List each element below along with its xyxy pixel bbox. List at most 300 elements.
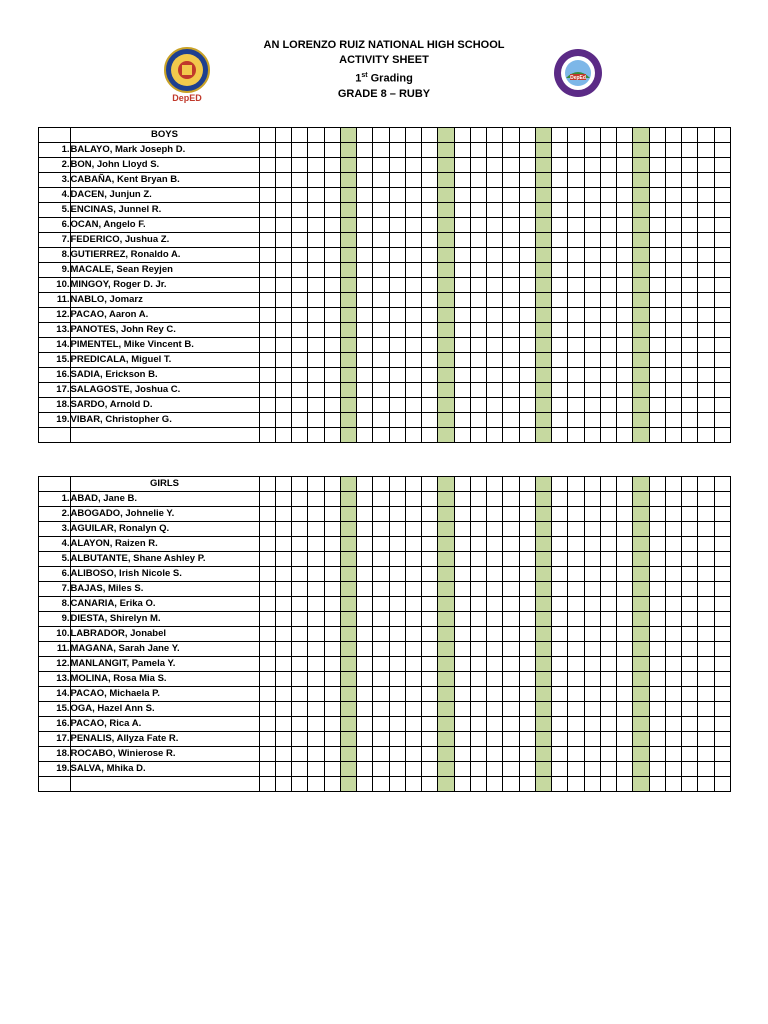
score-cell[interactable]	[308, 383, 324, 398]
score-cell[interactable]	[470, 263, 486, 278]
score-cell[interactable]	[584, 218, 600, 233]
score-cell[interactable]	[454, 428, 470, 443]
score-cell[interactable]	[535, 762, 551, 777]
score-cell[interactable]	[568, 687, 584, 702]
score-cell[interactable]	[552, 203, 568, 218]
score-cell[interactable]	[292, 248, 308, 263]
score-cell[interactable]	[470, 203, 486, 218]
score-cell[interactable]	[308, 702, 324, 717]
score-cell[interactable]	[617, 173, 633, 188]
score-cell[interactable]	[357, 567, 373, 582]
score-cell[interactable]	[357, 203, 373, 218]
score-cell[interactable]	[422, 158, 438, 173]
score-cell[interactable]	[503, 413, 519, 428]
score-cell[interactable]	[259, 582, 275, 597]
score-cell[interactable]	[600, 492, 616, 507]
score-cell[interactable]	[698, 308, 714, 323]
score-cell[interactable]	[698, 747, 714, 762]
score-cell[interactable]	[275, 747, 291, 762]
score-cell[interactable]	[454, 507, 470, 522]
score-cell[interactable]	[422, 747, 438, 762]
score-cell[interactable]	[633, 203, 649, 218]
score-cell[interactable]	[584, 383, 600, 398]
score-cell[interactable]	[438, 278, 454, 293]
score-cell[interactable]	[292, 353, 308, 368]
score-cell[interactable]	[698, 233, 714, 248]
score-cell[interactable]	[617, 687, 633, 702]
score-cell[interactable]	[649, 717, 665, 732]
score-cell[interactable]	[275, 492, 291, 507]
score-cell[interactable]	[308, 537, 324, 552]
score-cell[interactable]	[275, 188, 291, 203]
score-cell[interactable]	[259, 233, 275, 248]
score-cell[interactable]	[535, 492, 551, 507]
score-cell[interactable]	[649, 383, 665, 398]
score-cell[interactable]	[373, 173, 389, 188]
score-cell[interactable]	[470, 398, 486, 413]
score-cell[interactable]	[665, 657, 681, 672]
score-cell[interactable]	[275, 338, 291, 353]
score-cell[interactable]	[373, 642, 389, 657]
score-cell[interactable]	[324, 492, 340, 507]
score-cell[interactable]	[649, 657, 665, 672]
score-cell[interactable]	[535, 522, 551, 537]
score-cell[interactable]	[568, 353, 584, 368]
score-cell[interactable]	[357, 338, 373, 353]
score-cell[interactable]	[617, 582, 633, 597]
score-cell[interactable]	[665, 777, 681, 792]
score-cell[interactable]	[519, 338, 535, 353]
score-cell[interactable]	[665, 218, 681, 233]
score-cell[interactable]	[308, 567, 324, 582]
score-cell[interactable]	[535, 777, 551, 792]
score-cell[interactable]	[503, 597, 519, 612]
score-cell[interactable]	[519, 353, 535, 368]
score-cell[interactable]	[698, 627, 714, 642]
score-cell[interactable]	[568, 308, 584, 323]
score-cell[interactable]	[324, 158, 340, 173]
score-cell[interactable]	[600, 777, 616, 792]
score-cell[interactable]	[519, 702, 535, 717]
score-cell[interactable]	[422, 353, 438, 368]
score-cell[interactable]	[617, 522, 633, 537]
score-cell[interactable]	[649, 398, 665, 413]
score-cell[interactable]	[357, 308, 373, 323]
score-cell[interactable]	[389, 747, 405, 762]
score-cell[interactable]	[373, 657, 389, 672]
score-cell[interactable]	[308, 642, 324, 657]
score-cell[interactable]	[617, 717, 633, 732]
score-cell[interactable]	[340, 732, 356, 747]
score-cell[interactable]	[438, 323, 454, 338]
score-cell[interactable]	[308, 762, 324, 777]
score-cell[interactable]	[535, 173, 551, 188]
score-cell[interactable]	[422, 492, 438, 507]
score-cell[interactable]	[633, 507, 649, 522]
score-cell[interactable]	[389, 597, 405, 612]
score-cell[interactable]	[617, 218, 633, 233]
score-cell[interactable]	[600, 612, 616, 627]
score-cell[interactable]	[470, 612, 486, 627]
score-cell[interactable]	[373, 732, 389, 747]
score-cell[interactable]	[519, 218, 535, 233]
score-cell[interactable]	[275, 477, 291, 492]
score-cell[interactable]	[682, 278, 698, 293]
score-cell[interactable]	[600, 203, 616, 218]
score-cell[interactable]	[389, 338, 405, 353]
score-cell[interactable]	[438, 687, 454, 702]
score-cell[interactable]	[552, 507, 568, 522]
score-cell[interactable]	[535, 188, 551, 203]
score-cell[interactable]	[568, 188, 584, 203]
score-cell[interactable]	[275, 173, 291, 188]
score-cell[interactable]	[649, 263, 665, 278]
score-cell[interactable]	[454, 233, 470, 248]
score-cell[interactable]	[682, 248, 698, 263]
score-cell[interactable]	[389, 368, 405, 383]
score-cell[interactable]	[633, 612, 649, 627]
score-cell[interactable]	[324, 278, 340, 293]
score-cell[interactable]	[600, 537, 616, 552]
score-cell[interactable]	[422, 368, 438, 383]
score-cell[interactable]	[519, 747, 535, 762]
score-cell[interactable]	[568, 732, 584, 747]
score-cell[interactable]	[698, 657, 714, 672]
score-cell[interactable]	[649, 597, 665, 612]
score-cell[interactable]	[714, 747, 731, 762]
score-cell[interactable]	[698, 278, 714, 293]
score-cell[interactable]	[714, 537, 731, 552]
score-cell[interactable]	[535, 627, 551, 642]
score-cell[interactable]	[357, 323, 373, 338]
score-cell[interactable]	[389, 263, 405, 278]
score-cell[interactable]	[649, 173, 665, 188]
score-cell[interactable]	[259, 188, 275, 203]
score-cell[interactable]	[552, 777, 568, 792]
score-cell[interactable]	[324, 293, 340, 308]
score-cell[interactable]	[357, 627, 373, 642]
score-cell[interactable]	[405, 263, 421, 278]
score-cell[interactable]	[389, 567, 405, 582]
score-cell[interactable]	[275, 233, 291, 248]
score-cell[interactable]	[454, 657, 470, 672]
score-cell[interactable]	[357, 672, 373, 687]
score-cell[interactable]	[357, 582, 373, 597]
score-cell[interactable]	[259, 702, 275, 717]
score-cell[interactable]	[259, 777, 275, 792]
score-cell[interactable]	[535, 383, 551, 398]
score-cell[interactable]	[470, 702, 486, 717]
score-cell[interactable]	[324, 413, 340, 428]
score-cell[interactable]	[454, 537, 470, 552]
score-cell[interactable]	[324, 143, 340, 158]
score-cell[interactable]	[714, 248, 731, 263]
score-cell[interactable]	[535, 143, 551, 158]
score-cell[interactable]	[454, 702, 470, 717]
score-cell[interactable]	[714, 582, 731, 597]
score-cell[interactable]	[422, 338, 438, 353]
score-cell[interactable]	[665, 582, 681, 597]
score-cell[interactable]	[552, 672, 568, 687]
score-cell[interactable]	[405, 537, 421, 552]
score-cell[interactable]	[682, 293, 698, 308]
score-cell[interactable]	[487, 203, 503, 218]
score-cell[interactable]	[584, 428, 600, 443]
score-cell[interactable]	[649, 627, 665, 642]
score-cell[interactable]	[470, 582, 486, 597]
score-cell[interactable]	[357, 612, 373, 627]
score-cell[interactable]	[519, 173, 535, 188]
score-cell[interactable]	[308, 338, 324, 353]
score-cell[interactable]	[633, 293, 649, 308]
score-cell[interactable]	[438, 522, 454, 537]
score-cell[interactable]	[357, 143, 373, 158]
score-cell[interactable]	[584, 552, 600, 567]
score-cell[interactable]	[649, 203, 665, 218]
score-cell[interactable]	[487, 128, 503, 143]
score-cell[interactable]	[422, 203, 438, 218]
score-cell[interactable]	[373, 368, 389, 383]
score-cell[interactable]	[292, 293, 308, 308]
score-cell[interactable]	[633, 248, 649, 263]
score-cell[interactable]	[649, 507, 665, 522]
score-cell[interactable]	[698, 338, 714, 353]
score-cell[interactable]	[275, 597, 291, 612]
score-cell[interactable]	[275, 413, 291, 428]
score-cell[interactable]	[308, 248, 324, 263]
score-cell[interactable]	[584, 188, 600, 203]
score-cell[interactable]	[519, 233, 535, 248]
score-cell[interactable]	[324, 702, 340, 717]
score-cell[interactable]	[292, 233, 308, 248]
score-cell[interactable]	[357, 188, 373, 203]
score-cell[interactable]	[633, 173, 649, 188]
score-cell[interactable]	[535, 597, 551, 612]
score-cell[interactable]	[487, 687, 503, 702]
score-cell[interactable]	[584, 687, 600, 702]
score-cell[interactable]	[519, 492, 535, 507]
score-cell[interactable]	[389, 627, 405, 642]
score-cell[interactable]	[649, 747, 665, 762]
score-cell[interactable]	[308, 233, 324, 248]
score-cell[interactable]	[405, 777, 421, 792]
score-cell[interactable]	[470, 218, 486, 233]
score-cell[interactable]	[470, 233, 486, 248]
score-cell[interactable]	[665, 383, 681, 398]
score-cell[interactable]	[308, 203, 324, 218]
score-cell[interactable]	[519, 428, 535, 443]
score-cell[interactable]	[438, 218, 454, 233]
score-cell[interactable]	[470, 188, 486, 203]
score-cell[interactable]	[292, 612, 308, 627]
score-cell[interactable]	[568, 323, 584, 338]
score-cell[interactable]	[535, 158, 551, 173]
score-cell[interactable]	[552, 492, 568, 507]
score-cell[interactable]	[584, 413, 600, 428]
score-cell[interactable]	[259, 203, 275, 218]
score-cell[interactable]	[373, 702, 389, 717]
score-cell[interactable]	[438, 777, 454, 792]
score-cell[interactable]	[600, 158, 616, 173]
score-cell[interactable]	[519, 477, 535, 492]
score-cell[interactable]	[503, 428, 519, 443]
score-cell[interactable]	[324, 732, 340, 747]
score-cell[interactable]	[373, 353, 389, 368]
score-cell[interactable]	[405, 552, 421, 567]
score-cell[interactable]	[487, 263, 503, 278]
score-cell[interactable]	[665, 537, 681, 552]
score-cell[interactable]	[292, 203, 308, 218]
score-cell[interactable]	[535, 233, 551, 248]
score-cell[interactable]	[470, 158, 486, 173]
score-cell[interactable]	[552, 702, 568, 717]
score-cell[interactable]	[503, 248, 519, 263]
score-cell[interactable]	[600, 353, 616, 368]
score-cell[interactable]	[405, 762, 421, 777]
score-cell[interactable]	[405, 507, 421, 522]
score-cell[interactable]	[405, 173, 421, 188]
score-cell[interactable]	[665, 263, 681, 278]
score-cell[interactable]	[275, 143, 291, 158]
score-cell[interactable]	[503, 507, 519, 522]
score-cell[interactable]	[633, 567, 649, 582]
score-cell[interactable]	[405, 672, 421, 687]
score-cell[interactable]	[454, 687, 470, 702]
score-cell[interactable]	[633, 398, 649, 413]
score-cell[interactable]	[422, 627, 438, 642]
score-cell[interactable]	[438, 248, 454, 263]
score-cell[interactable]	[292, 777, 308, 792]
score-cell[interactable]	[438, 732, 454, 747]
score-cell[interactable]	[698, 687, 714, 702]
score-cell[interactable]	[617, 248, 633, 263]
score-cell[interactable]	[340, 308, 356, 323]
score-cell[interactable]	[682, 353, 698, 368]
score-cell[interactable]	[275, 428, 291, 443]
score-cell[interactable]	[454, 777, 470, 792]
score-cell[interactable]	[649, 428, 665, 443]
score-cell[interactable]	[682, 263, 698, 278]
score-cell[interactable]	[649, 233, 665, 248]
score-cell[interactable]	[487, 158, 503, 173]
score-cell[interactable]	[487, 747, 503, 762]
score-cell[interactable]	[470, 323, 486, 338]
score-cell[interactable]	[584, 732, 600, 747]
score-cell[interactable]	[324, 672, 340, 687]
score-cell[interactable]	[389, 552, 405, 567]
score-cell[interactable]	[535, 582, 551, 597]
score-cell[interactable]	[389, 477, 405, 492]
score-cell[interactable]	[682, 128, 698, 143]
score-cell[interactable]	[340, 368, 356, 383]
score-cell[interactable]	[649, 338, 665, 353]
score-cell[interactable]	[552, 612, 568, 627]
score-cell[interactable]	[552, 717, 568, 732]
score-cell[interactable]	[470, 428, 486, 443]
score-cell[interactable]	[292, 552, 308, 567]
score-cell[interactable]	[324, 353, 340, 368]
score-cell[interactable]	[503, 702, 519, 717]
score-cell[interactable]	[405, 233, 421, 248]
score-cell[interactable]	[259, 522, 275, 537]
score-cell[interactable]	[259, 368, 275, 383]
score-cell[interactable]	[470, 413, 486, 428]
score-cell[interactable]	[600, 188, 616, 203]
score-cell[interactable]	[617, 552, 633, 567]
score-cell[interactable]	[422, 218, 438, 233]
score-cell[interactable]	[487, 657, 503, 672]
score-cell[interactable]	[373, 717, 389, 732]
score-cell[interactable]	[600, 552, 616, 567]
score-cell[interactable]	[584, 203, 600, 218]
score-cell[interactable]	[665, 672, 681, 687]
score-cell[interactable]	[503, 368, 519, 383]
score-cell[interactable]	[617, 702, 633, 717]
score-cell[interactable]	[714, 717, 731, 732]
score-cell[interactable]	[600, 702, 616, 717]
score-cell[interactable]	[357, 173, 373, 188]
score-cell[interactable]	[324, 537, 340, 552]
score-cell[interactable]	[389, 218, 405, 233]
score-cell[interactable]	[470, 308, 486, 323]
score-cell[interactable]	[373, 747, 389, 762]
score-cell[interactable]	[617, 537, 633, 552]
score-cell[interactable]	[259, 338, 275, 353]
score-cell[interactable]	[487, 188, 503, 203]
score-cell[interactable]	[584, 353, 600, 368]
score-cell[interactable]	[649, 492, 665, 507]
score-cell[interactable]	[405, 717, 421, 732]
score-cell[interactable]	[389, 507, 405, 522]
score-cell[interactable]	[422, 233, 438, 248]
score-cell[interactable]	[373, 672, 389, 687]
score-cell[interactable]	[259, 507, 275, 522]
score-cell[interactable]	[259, 428, 275, 443]
score-cell[interactable]	[600, 398, 616, 413]
score-cell[interactable]	[552, 552, 568, 567]
score-cell[interactable]	[633, 537, 649, 552]
score-cell[interactable]	[259, 627, 275, 642]
score-cell[interactable]	[405, 368, 421, 383]
score-cell[interactable]	[584, 537, 600, 552]
score-cell[interactable]	[535, 428, 551, 443]
score-cell[interactable]	[617, 323, 633, 338]
score-cell[interactable]	[357, 428, 373, 443]
score-cell[interactable]	[275, 687, 291, 702]
score-cell[interactable]	[519, 308, 535, 323]
score-cell[interactable]	[438, 293, 454, 308]
score-cell[interactable]	[308, 308, 324, 323]
score-cell[interactable]	[535, 507, 551, 522]
score-cell[interactable]	[617, 398, 633, 413]
score-cell[interactable]	[568, 203, 584, 218]
score-cell[interactable]	[292, 323, 308, 338]
score-cell[interactable]	[698, 293, 714, 308]
score-cell[interactable]	[470, 492, 486, 507]
score-cell[interactable]	[487, 642, 503, 657]
score-cell[interactable]	[519, 368, 535, 383]
score-cell[interactable]	[600, 687, 616, 702]
score-cell[interactable]	[682, 627, 698, 642]
score-cell[interactable]	[357, 413, 373, 428]
score-cell[interactable]	[324, 128, 340, 143]
score-cell[interactable]	[665, 492, 681, 507]
score-cell[interactable]	[259, 248, 275, 263]
score-cell[interactable]	[292, 218, 308, 233]
score-cell[interactable]	[682, 537, 698, 552]
score-cell[interactable]	[649, 413, 665, 428]
score-cell[interactable]	[438, 203, 454, 218]
